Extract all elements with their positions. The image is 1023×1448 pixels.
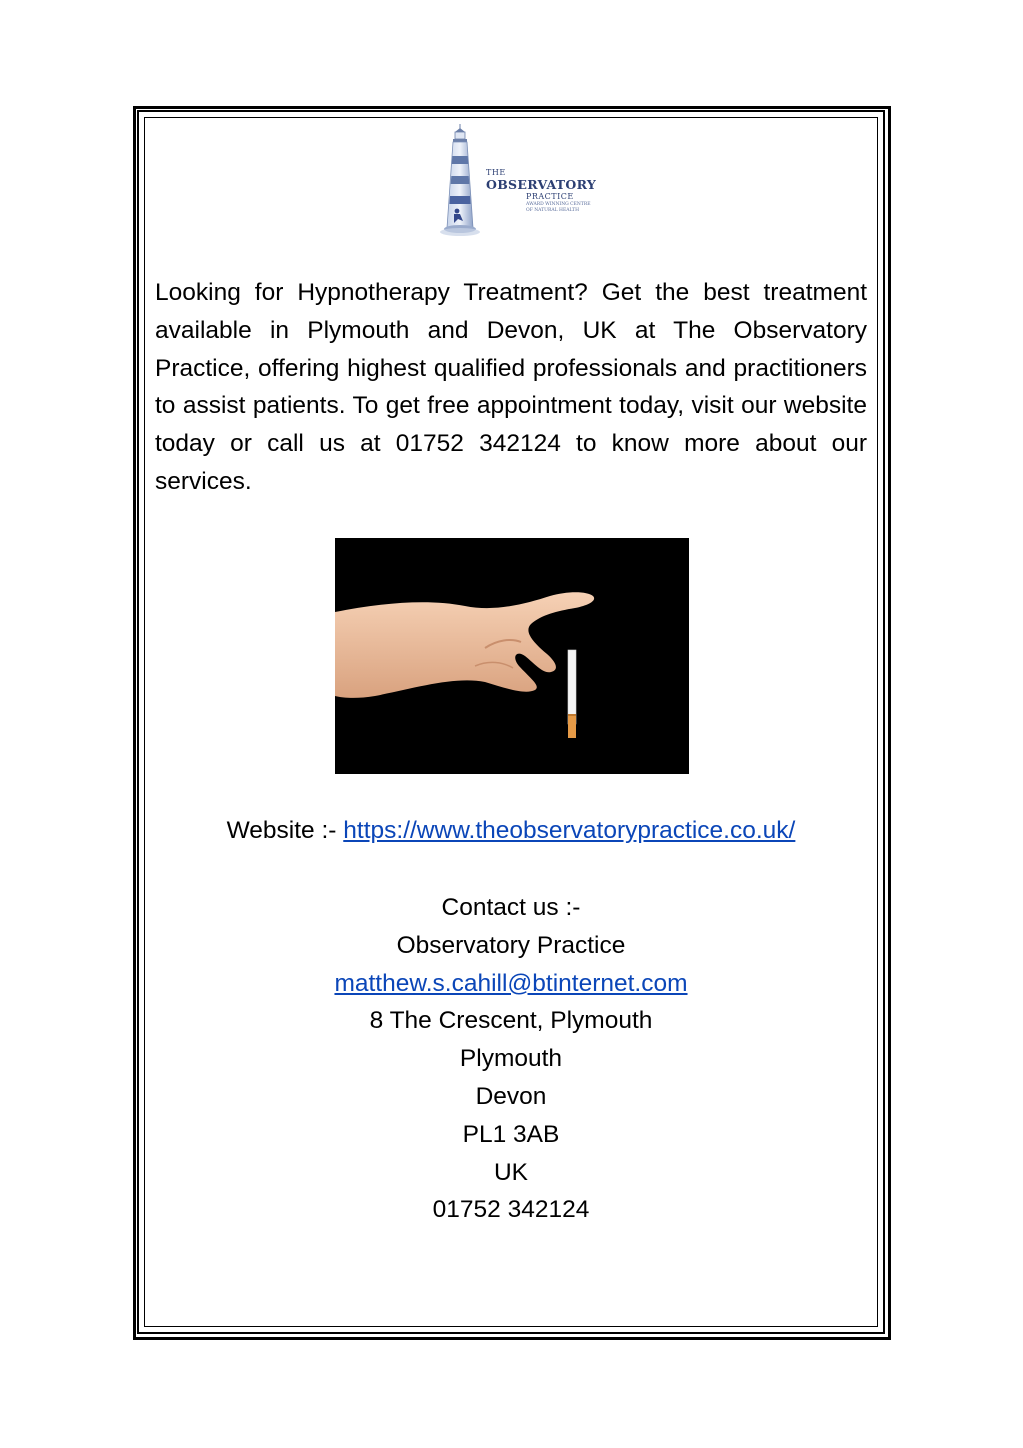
observatory-practice-logo: [432, 124, 597, 238]
logo-the: THE: [486, 168, 506, 177]
contact-name: Observatory Practice: [396, 931, 626, 959]
contact-heading: Contact us :-: [441, 894, 581, 921]
intro-paragraph: Looking for Hypnotherapy Treatment? Get the best treatment available in Plymouth and Devon, UK at The Observatory Practice, offering highest qualified professionals and practitioners to assist patients. To get free appointment today, visit our website today or call us at 01752 342124 to know more about our services.: [155, 279, 867, 495]
contact-postcode: PL1 3AB: [462, 1120, 560, 1148]
website-line: [146, 812, 876, 850]
logo-tagline-2: OF NATURAL HEALTH: [526, 208, 580, 213]
contact-city: Plymouth: [459, 1045, 563, 1073]
logo-wordmark: [486, 168, 596, 214]
contact-county: Devon: [475, 1082, 547, 1110]
contact-address-line: 8 The Crescent, Plymouth: [369, 1007, 653, 1035]
logo-name: OBSERVATORY: [486, 177, 597, 192]
contact-phone: 01752 342124: [432, 1196, 590, 1224]
logo-tagline-1: AWARD WINNING CENTRE: [526, 202, 591, 207]
website-link[interactable]: https://www.theobservatorypractice.co.uk/: [343, 817, 796, 844]
contact-email-link[interactable]: matthew.s.cahill@btinternet.com: [334, 969, 688, 997]
contact-country: UK: [493, 1158, 529, 1186]
hand-illustration: [335, 538, 689, 774]
hand-dropping-cigarette-image: [335, 538, 689, 774]
logo-practice: PRACTICE: [526, 192, 574, 201]
contact-block: [146, 889, 876, 1229]
website-label: Website :-: [226, 817, 344, 844]
lighthouse-icon: [432, 124, 492, 238]
